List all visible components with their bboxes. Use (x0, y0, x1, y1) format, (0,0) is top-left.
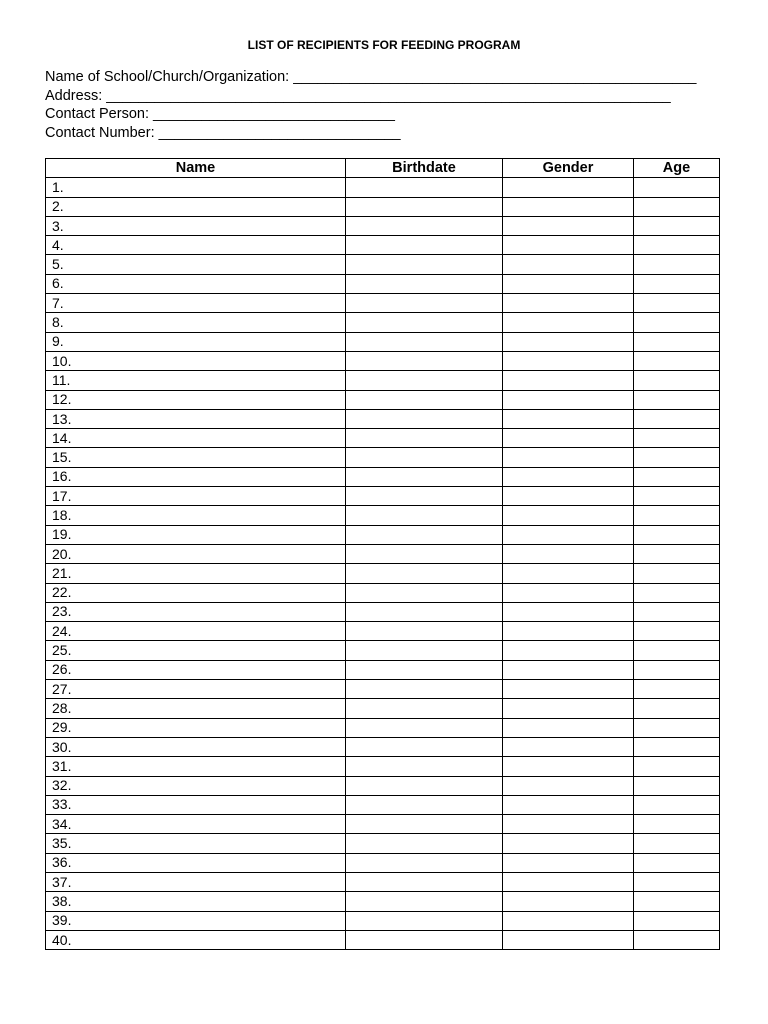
age-cell[interactable] (634, 718, 720, 737)
table-body (46, 178, 720, 950)
birthdate-cell[interactable] (346, 255, 503, 274)
age-cell[interactable] (634, 853, 720, 872)
birthdate-cell[interactable] (346, 351, 503, 370)
gender-cell[interactable] (503, 680, 634, 699)
table-row (46, 776, 720, 795)
age-cell[interactable] (634, 506, 720, 525)
birthdate-cell[interactable] (346, 448, 503, 467)
age-cell[interactable] (634, 216, 720, 235)
gender-cell[interactable] (503, 892, 634, 911)
age-cell[interactable] (634, 583, 720, 602)
name-cell[interactable]: 28. (46, 699, 346, 718)
contact-person-field[interactable]: Contact Person: ______________________________ (45, 106, 395, 122)
birthdate-cell[interactable] (346, 795, 503, 814)
name-cell[interactable]: 32. (46, 776, 346, 795)
birthdate-cell[interactable] (346, 718, 503, 737)
header-name: Name (46, 159, 346, 178)
name-cell[interactable]: 7. (46, 294, 346, 313)
gender-cell[interactable] (503, 197, 634, 216)
gender-cell[interactable] (503, 294, 634, 313)
age-cell[interactable] (634, 467, 720, 486)
birthdate-cell[interactable] (346, 641, 503, 660)
table-row (46, 197, 720, 216)
table-row (46, 525, 720, 544)
birthdate-cell[interactable] (346, 602, 503, 621)
age-cell[interactable] (634, 313, 720, 332)
table-row (46, 699, 720, 718)
table-row (46, 757, 720, 776)
name-cell[interactable]: 24. (46, 622, 346, 641)
name-cell[interactable]: 5. (46, 255, 346, 274)
age-cell[interactable] (634, 680, 720, 699)
gender-cell[interactable] (503, 602, 634, 621)
age-cell[interactable] (634, 930, 720, 949)
birthdate-cell[interactable] (346, 390, 503, 409)
birthdate-cell[interactable] (346, 660, 503, 679)
name-cell[interactable]: 10. (46, 351, 346, 370)
table-row (46, 544, 720, 563)
birthdate-cell[interactable] (346, 332, 503, 351)
name-cell[interactable]: 29. (46, 718, 346, 737)
table-row (46, 332, 720, 351)
table-row (46, 429, 720, 448)
name-cell[interactable]: 6. (46, 274, 346, 293)
gender-cell[interactable] (503, 371, 634, 390)
gender-cell[interactable] (503, 274, 634, 293)
age-cell[interactable] (634, 274, 720, 293)
table-row (46, 409, 720, 428)
document-title: LIST OF RECIPIENTS FOR FEEDING PROGRAM (247, 38, 521, 52)
table-row (46, 641, 720, 660)
gender-cell[interactable] (503, 872, 634, 891)
age-cell[interactable] (634, 197, 720, 216)
age-cell[interactable] (634, 699, 720, 718)
birthdate-cell[interactable] (346, 313, 503, 332)
gender-cell[interactable] (503, 834, 634, 853)
header-fields (45, 68, 725, 142)
name-cell[interactable]: 23. (46, 602, 346, 621)
name-cell[interactable]: 37. (46, 872, 346, 891)
name-cell[interactable]: 30. (46, 737, 346, 756)
age-cell[interactable] (634, 409, 720, 428)
birthdate-cell[interactable] (346, 294, 503, 313)
age-cell[interactable] (634, 429, 720, 448)
age-cell[interactable] (634, 294, 720, 313)
name-cell[interactable]: 16. (46, 467, 346, 486)
birthdate-cell[interactable] (346, 467, 503, 486)
gender-cell[interactable] (503, 351, 634, 370)
gender-cell[interactable] (503, 467, 634, 486)
age-cell[interactable] (634, 178, 720, 197)
birthdate-cell[interactable] (346, 564, 503, 583)
name-cell[interactable]: 36. (46, 853, 346, 872)
birthdate-cell[interactable] (346, 197, 503, 216)
gender-cell[interactable] (503, 853, 634, 872)
contact-number-field[interactable]: Contact Number: ______________________________ (45, 124, 401, 141)
name-cell[interactable]: 22. (46, 583, 346, 602)
birthdate-cell[interactable] (346, 892, 503, 911)
table-row (46, 602, 720, 621)
gender-cell[interactable] (503, 313, 634, 332)
table-row (46, 448, 720, 467)
table-row (46, 718, 720, 737)
age-cell[interactable] (634, 872, 720, 891)
gender-cell[interactable] (503, 660, 634, 679)
age-cell[interactable] (634, 487, 720, 506)
age-cell[interactable] (634, 602, 720, 621)
table-row (46, 178, 720, 197)
birthdate-cell[interactable] (346, 583, 503, 602)
name-cell[interactable]: 20. (46, 544, 346, 563)
table-row (46, 390, 720, 409)
birthdate-cell[interactable] (346, 911, 503, 930)
name-cell[interactable]: 15. (46, 448, 346, 467)
name-cell[interactable]: 17. (46, 487, 346, 506)
table-row (46, 506, 720, 525)
table-row (46, 351, 720, 370)
name-cell[interactable]: 18. (46, 506, 346, 525)
gender-cell[interactable] (503, 544, 634, 563)
table-row (46, 313, 720, 332)
age-cell[interactable] (634, 757, 720, 776)
birthdate-cell[interactable] (346, 506, 503, 525)
age-cell[interactable] (634, 236, 720, 255)
birthdate-cell[interactable] (346, 699, 503, 718)
table-row (46, 294, 720, 313)
age-cell[interactable] (634, 776, 720, 795)
table-row (46, 795, 720, 814)
gender-cell[interactable] (503, 448, 634, 467)
birthdate-cell[interactable] (346, 737, 503, 756)
birthdate-cell[interactable] (346, 487, 503, 506)
table-row (46, 892, 720, 911)
gender-cell[interactable] (503, 506, 634, 525)
gender-cell[interactable] (503, 525, 634, 544)
gender-cell[interactable] (503, 390, 634, 409)
birthdate-cell[interactable] (346, 429, 503, 448)
gender-cell[interactable] (503, 776, 634, 795)
table-row (46, 737, 720, 756)
gender-cell[interactable] (503, 911, 634, 930)
birthdate-cell[interactable] (346, 216, 503, 235)
table-row (46, 564, 720, 583)
organization-field[interactable]: Name of School/Church/Organization: __________________________________________________ (45, 69, 697, 85)
age-cell[interactable] (634, 834, 720, 853)
name-cell[interactable]: 13. (46, 409, 346, 428)
table-header-row (46, 159, 720, 178)
age-cell[interactable] (634, 815, 720, 834)
name-cell[interactable]: 25. (46, 641, 346, 660)
birthdate-cell[interactable] (346, 178, 503, 197)
birthdate-cell[interactable] (346, 274, 503, 293)
name-cell[interactable]: 14. (46, 429, 346, 448)
gender-cell[interactable] (503, 757, 634, 776)
age-cell[interactable] (634, 622, 720, 641)
name-cell[interactable]: 33. (46, 795, 346, 814)
birthdate-cell[interactable] (346, 680, 503, 699)
gender-cell[interactable] (503, 236, 634, 255)
gender-cell[interactable] (503, 699, 634, 718)
gender-cell[interactable] (503, 930, 634, 949)
recipients-table (45, 158, 720, 950)
table-row (46, 930, 720, 949)
age-cell[interactable] (634, 351, 720, 370)
gender-cell[interactable] (503, 564, 634, 583)
table-row (46, 622, 720, 641)
gender-cell[interactable] (503, 622, 634, 641)
table-row (46, 255, 720, 274)
name-cell[interactable]: 3. (46, 216, 346, 235)
birthdate-cell[interactable] (346, 544, 503, 563)
age-cell[interactable] (634, 371, 720, 390)
address-field[interactable]: Address: ______________________________________________________________________ (45, 87, 671, 104)
name-cell[interactable]: 12. (46, 390, 346, 409)
table-row (46, 660, 720, 679)
age-cell[interactable] (634, 892, 720, 911)
birthdate-cell[interactable] (346, 622, 503, 641)
age-cell[interactable] (634, 332, 720, 351)
age-cell[interactable] (634, 564, 720, 583)
table-row (46, 467, 720, 486)
gender-cell[interactable] (503, 487, 634, 506)
birthdate-cell[interactable] (346, 409, 503, 428)
name-cell[interactable]: 27. (46, 680, 346, 699)
gender-cell[interactable] (503, 429, 634, 448)
birthdate-cell[interactable] (346, 834, 503, 853)
birthdate-cell[interactable] (346, 853, 503, 872)
name-cell[interactable]: 34. (46, 815, 346, 834)
age-cell[interactable] (634, 737, 720, 756)
name-cell[interactable]: 2. (46, 197, 346, 216)
name-cell[interactable]: 8. (46, 313, 346, 332)
table-row (46, 834, 720, 853)
name-cell[interactable]: 39. (46, 911, 346, 930)
name-cell[interactable]: 35. (46, 834, 346, 853)
table-row (46, 872, 720, 891)
header-age: Age (634, 159, 720, 178)
header-birthdate: Birthdate (346, 159, 503, 178)
gender-cell[interactable] (503, 255, 634, 274)
gender-cell[interactable] (503, 737, 634, 756)
gender-cell[interactable] (503, 583, 634, 602)
birthdate-cell[interactable] (346, 930, 503, 949)
birthdate-cell[interactable] (346, 815, 503, 834)
age-cell[interactable] (634, 390, 720, 409)
table-row (46, 274, 720, 293)
name-cell[interactable]: 38. (46, 892, 346, 911)
name-cell[interactable]: 31. (46, 757, 346, 776)
table-row (46, 371, 720, 390)
birthdate-cell[interactable] (346, 757, 503, 776)
age-cell[interactable] (634, 255, 720, 274)
birthdate-cell[interactable] (346, 236, 503, 255)
name-cell[interactable]: 19. (46, 525, 346, 544)
gender-cell[interactable] (503, 409, 634, 428)
table-row (46, 680, 720, 699)
birthdate-cell[interactable] (346, 776, 503, 795)
birthdate-cell[interactable] (346, 872, 503, 891)
header-gender: Gender (503, 159, 634, 178)
gender-cell[interactable] (503, 718, 634, 737)
age-cell[interactable] (634, 525, 720, 544)
name-cell[interactable]: 4. (46, 236, 346, 255)
table-row (46, 583, 720, 602)
gender-cell[interactable] (503, 795, 634, 814)
age-cell[interactable] (634, 795, 720, 814)
age-cell[interactable] (634, 641, 720, 660)
gender-cell[interactable] (503, 641, 634, 660)
gender-cell[interactable] (503, 178, 634, 197)
table-row (46, 853, 720, 872)
name-cell[interactable]: 1. (46, 178, 346, 197)
table-row (46, 815, 720, 834)
name-cell[interactable]: 21. (46, 564, 346, 583)
table-row (46, 216, 720, 235)
age-cell[interactable] (634, 544, 720, 563)
name-cell[interactable]: 26. (46, 660, 346, 679)
name-cell[interactable]: 40. (46, 930, 346, 949)
gender-cell[interactable] (503, 216, 634, 235)
table-row (46, 911, 720, 930)
table-row (46, 236, 720, 255)
age-cell[interactable] (634, 660, 720, 679)
gender-cell[interactable] (503, 815, 634, 834)
birthdate-cell[interactable] (346, 525, 503, 544)
age-cell[interactable] (634, 448, 720, 467)
age-cell[interactable] (634, 911, 720, 930)
birthdate-cell[interactable] (346, 371, 503, 390)
table-row (46, 487, 720, 506)
gender-cell[interactable] (503, 332, 634, 351)
name-cell[interactable]: 9. (46, 332, 346, 351)
name-cell[interactable]: 11. (46, 371, 346, 390)
